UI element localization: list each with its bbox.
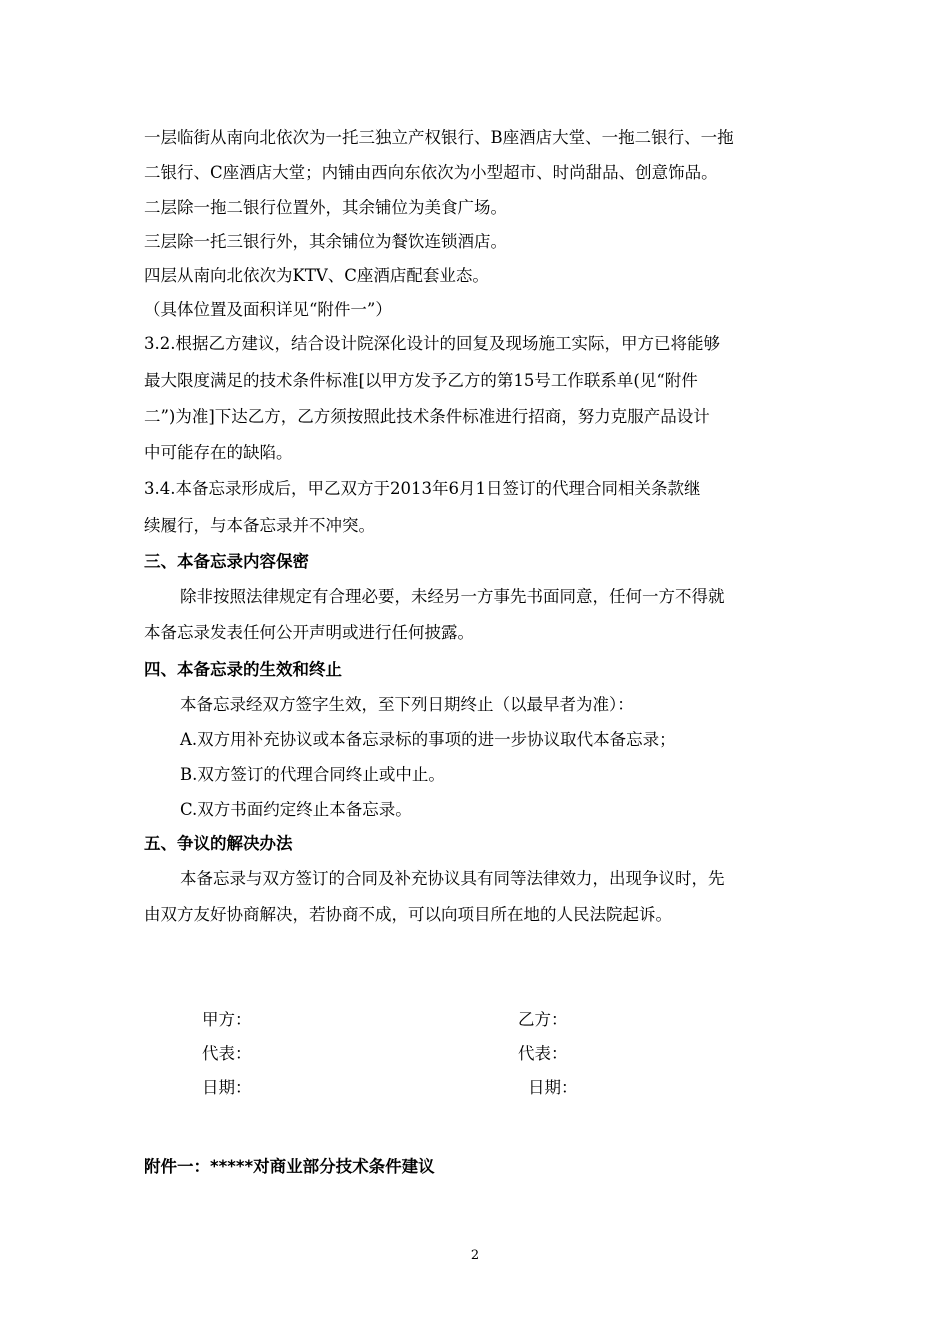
body-line: 续履行，与本备忘录并不冲突。 [144, 516, 375, 535]
list-item: B.双方签订的代理合同终止或中止。 [180, 765, 445, 784]
body-line: 二”)为准]下达乙方，乙方须按照此技术条件标准进行招商，努力克服产品设计 [144, 407, 710, 426]
list-item: C.双方书面约定终止本备忘录。 [180, 800, 412, 819]
body-line: 3.4.本备忘录形成后，甲乙双方于2013年6月1日签订的代理合同相关条款继 [144, 479, 701, 498]
body-line: 四层从南向北依次为KTV、C座酒店配套业态。 [144, 266, 489, 285]
party-b-label: 乙方： [518, 1010, 568, 1029]
body-line: 一层临街从南向北依次为一托三独立产权银行、B座酒店大堂、一拖二银行、一拖 [144, 128, 734, 147]
body-line: 除非按照法律规定有合理必要，未经另一方事先书面同意，任何一方不得就 [180, 587, 725, 606]
representative-b-label: 代表： [518, 1044, 568, 1063]
body-line: 二银行、C座酒店大堂；内铺由西向东依次为小型超市、时尚甜品、创意饰品。 [144, 163, 718, 182]
body-line: 本备忘录发表任何公开声明或进行任何披露。 [144, 623, 474, 642]
section-heading-dispute-resolution: 五、争议的解决办法 [144, 834, 293, 853]
body-line: 三层除一托三银行外，其余铺位为餐饮连锁酒店。 [144, 232, 507, 251]
representative-a-label: 代表： [202, 1044, 252, 1063]
section-heading-confidentiality: 三、本备忘录内容保密 [144, 552, 309, 571]
attachment-heading: 附件一：*****对商业部分技术条件建议 [144, 1157, 435, 1176]
body-line: 本备忘录经双方签字生效，至下列日期终止（以最早者为准）： [180, 695, 634, 714]
party-a-label: 甲方： [202, 1010, 252, 1029]
body-line: 中可能存在的缺陷。 [144, 443, 293, 462]
body-line: 本备忘录与双方签订的合同及补充协议具有同等法律效力，出现争议时，先 [180, 869, 725, 888]
body-line: 二层除一拖二银行位置外，其余铺位为美食广场。 [144, 198, 507, 217]
section-heading-effect-termination: 四、本备忘录的生效和终止 [144, 660, 342, 679]
date-a-label: 日期： [202, 1078, 252, 1097]
list-item: A.双方用补充协议或本备忘录标的事项的进一步协议取代本备忘录； [180, 730, 676, 749]
page-number: 2 [470, 1248, 480, 1263]
body-line: （具体位置及面积详见“附件一”） [144, 300, 392, 319]
body-line: 由双方友好协商解决，若协商不成，可以向项目所在地的人民法院起诉。 [144, 905, 672, 924]
date-b-label: 日期： [528, 1078, 578, 1097]
body-line: 最大限度满足的技术条件标准[以甲方发予乙方的第15号工作联系单(见“附件 [144, 371, 698, 390]
body-line: 3.2.根据乙方建议，结合设计院深化设计的回复及现场施工实际，甲方已将能够 [144, 334, 720, 353]
